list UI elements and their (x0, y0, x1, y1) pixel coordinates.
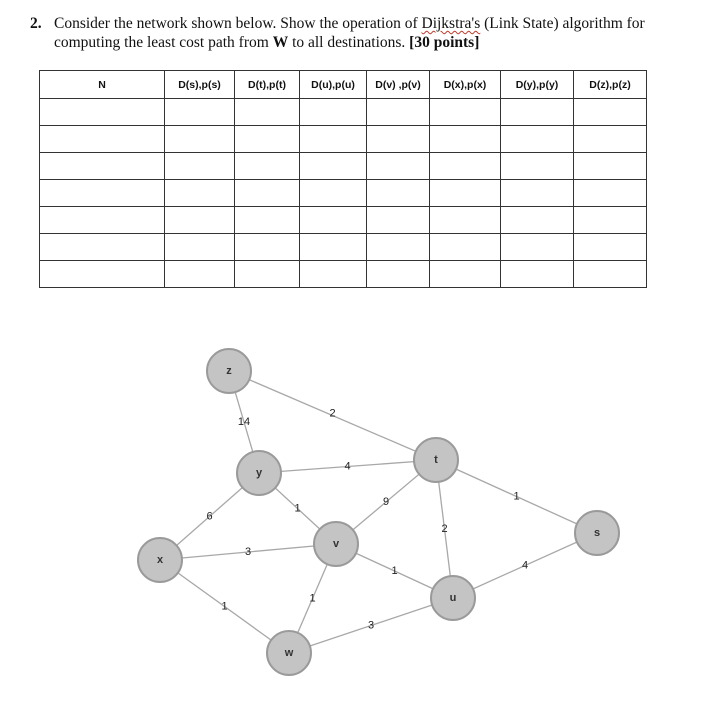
question-line2-after: to all destinations. (288, 34, 410, 51)
edge-weight-u-s: 4 (521, 559, 529, 572)
edge-weight-v-u: 1 (391, 565, 398, 577)
header-du: D(u),p(u) (300, 71, 367, 99)
edge-weight-y-x: 6 (206, 510, 213, 523)
node-label-y: y (255, 467, 263, 479)
header-n: N (40, 71, 165, 99)
edge-weight-z-y: 14 (237, 416, 251, 428)
edge-weight-y-v: 1 (294, 502, 301, 515)
node-label-z: z (226, 365, 232, 377)
question-text-before: Consider the network shown below. Show the operation of (54, 15, 422, 32)
edge-weight-w-v: 1 (309, 592, 316, 605)
edge-weight-w-u: 3 (367, 619, 375, 632)
question-text-after: (Link State) algorithm for (480, 15, 645, 32)
edge-weight-t-u: 2 (441, 523, 448, 535)
header-ds: D(s),p(s) (165, 71, 235, 99)
edge-weight-z-t: 2 (329, 407, 336, 420)
source-node: W (272, 34, 289, 51)
header-dz: D(z),p(z) (574, 71, 647, 99)
node-label-w: w (284, 647, 294, 659)
node-label-t: t (434, 454, 438, 466)
node-label-s: s (593, 527, 601, 539)
header-dv: D(v) ,p(v) (367, 71, 430, 99)
header-dy: D(y),p(y) (501, 71, 574, 99)
edge-weight-v-t: 9 (382, 496, 390, 508)
node-label-u: u (449, 592, 457, 604)
edge-weight-x-w: 1 (221, 600, 228, 613)
edge-weight-t-s: 1 (513, 490, 520, 503)
node-label-x: x (156, 554, 164, 566)
weight-layer (206, 408, 528, 632)
header-dx: D(x),p(x) (430, 71, 501, 99)
edge-weight-x-v: 3 (244, 546, 252, 558)
question-number: 2. (30, 15, 42, 32)
dijkstra-word: Dijkstra's (421, 15, 481, 32)
edge-weight-y-t: 4 (344, 460, 351, 473)
header-dt: D(t),p(t) (235, 71, 300, 99)
node-label-v: v (332, 538, 340, 550)
question-line2-before: computing the least cost path from (54, 34, 273, 51)
points-label: [30 points] (409, 34, 480, 51)
